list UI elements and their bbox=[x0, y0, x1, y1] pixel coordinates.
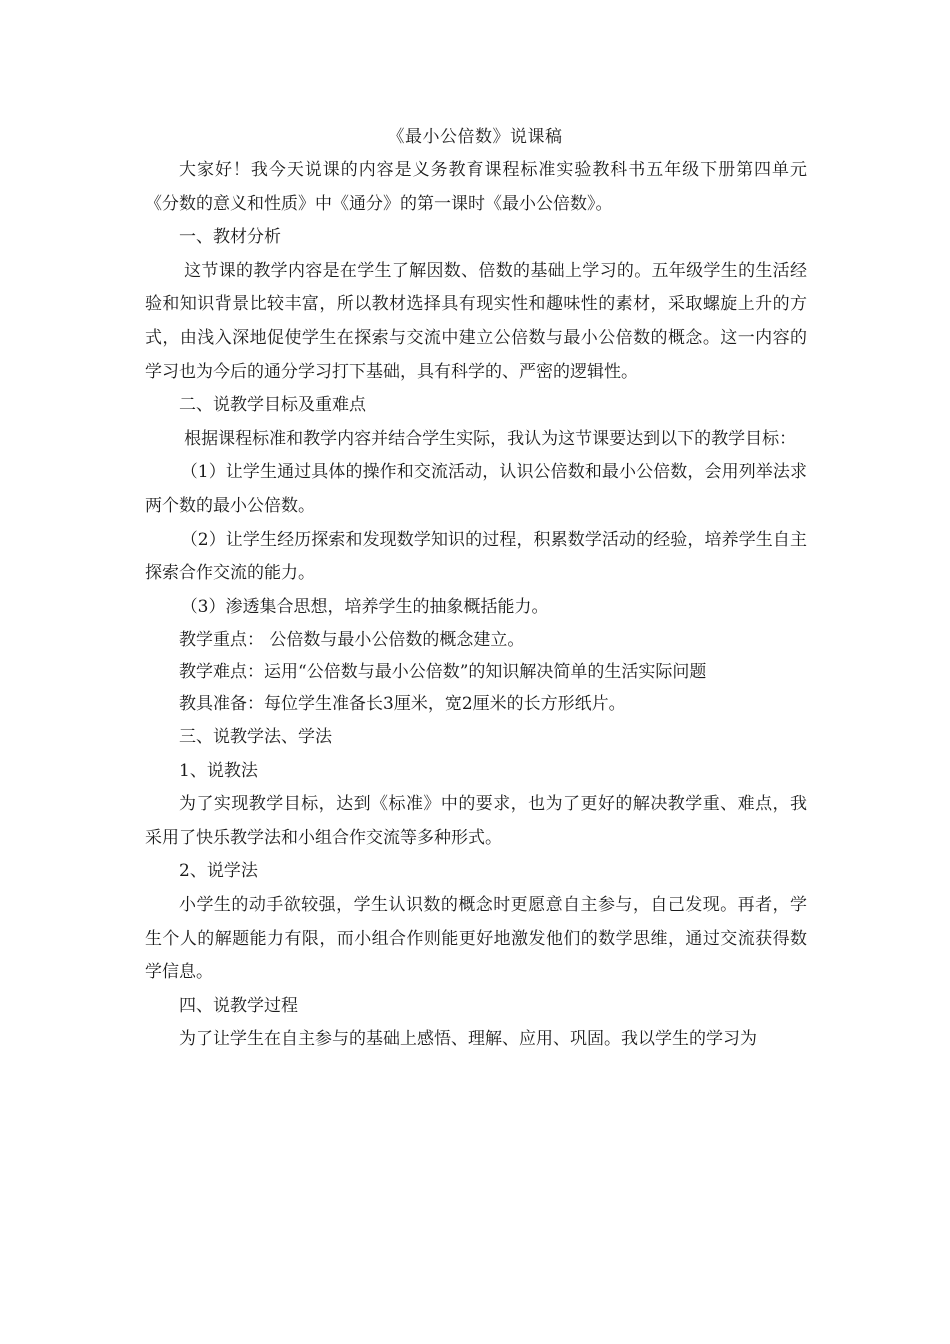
teaching-difficulty: 教学难点：运用“公倍数与最小公倍数”的知识解决简单的生活实际问题 bbox=[179, 661, 707, 682]
subheading-teaching-method: 1、说教法 bbox=[179, 760, 258, 781]
teaching-method-paragraph: 为了实现教学目标，达到《标准》中的要求，也为了更好的解决教学重、难点，我采用了快乐教学法和小组合作交流等多种形式。 bbox=[145, 794, 807, 848]
section-heading-teaching-goals: 二、说教学目标及重难点 bbox=[179, 395, 366, 416]
textbook-analysis-paragraph: 这节课的教学内容是在学生了解因数、倍数的基础上学习的。五年级学生的生活经验和知识背景比较丰富，所以教材选择具有现实性和趣味性的素材，采取螺旋上升的方式，由浅入深地促使学生在探索与交流中建立公倍数与最小公倍数的概念。这一内容的学习也为今后的通分学习打下基础，具有科学的、严密的逻辑性。 bbox=[145, 260, 807, 382]
document-body bbox=[145, 154, 807, 1057]
intro-paragraph: 大家好！我今天说课的内容是义务教育课程标准实验教科书五年级下册第四单元《分数的意义和性质》中《通分》的第一课时《最小公倍数》。 bbox=[145, 160, 807, 214]
teaching-goals-intro-paragraph: 根据课程标准和教学内容并结合学生实际，我认为这节课要达到以下的教学目标： bbox=[184, 428, 797, 449]
section-heading-methods: 三、说教学法、学法 bbox=[179, 727, 332, 748]
section-heading-teaching-process: 四、说教学过程 bbox=[179, 995, 298, 1016]
document-title: 《最小公倍数》说课稿 bbox=[387, 127, 563, 147]
goal-item-1: （1）让学生通过具体的操作和交流活动，认识公倍数和最小公倍数，会用列举法求两个数的最小公倍数。 bbox=[145, 462, 807, 516]
subheading-learning-method: 2、说学法 bbox=[179, 861, 258, 882]
teaching-key-point: 教学重点： 公倍数与最小公倍数的概念建立。 bbox=[179, 630, 525, 651]
teaching-materials: 教具准备：每位学生准备长3厘米，宽2厘米的长方形纸片。 bbox=[179, 693, 626, 714]
section-heading-textbook-analysis: 一、教材分析 bbox=[179, 227, 281, 248]
teaching-process-paragraph: 为了让学生在自主参与的基础上感悟、理解、应用、巩固。我以学生的学习为 bbox=[179, 1029, 757, 1050]
learning-method-paragraph: 小学生的动手欲较强，学生认识数的概念时更愿意自主参与，自己发现。再者，学生个人的解题能力有限，而小组合作则能更好地激发他们的数学思维，通过交流获得数学信息。 bbox=[145, 895, 807, 983]
goal-item-3: （3）渗透集合思想，培养学生的抽象概括能力。 bbox=[180, 596, 549, 617]
goal-item-2: （2）让学生经历探索和发现数学知识的过程，积累数学活动的经验，培养学生自主探索合作交流的能力。 bbox=[145, 529, 807, 584]
